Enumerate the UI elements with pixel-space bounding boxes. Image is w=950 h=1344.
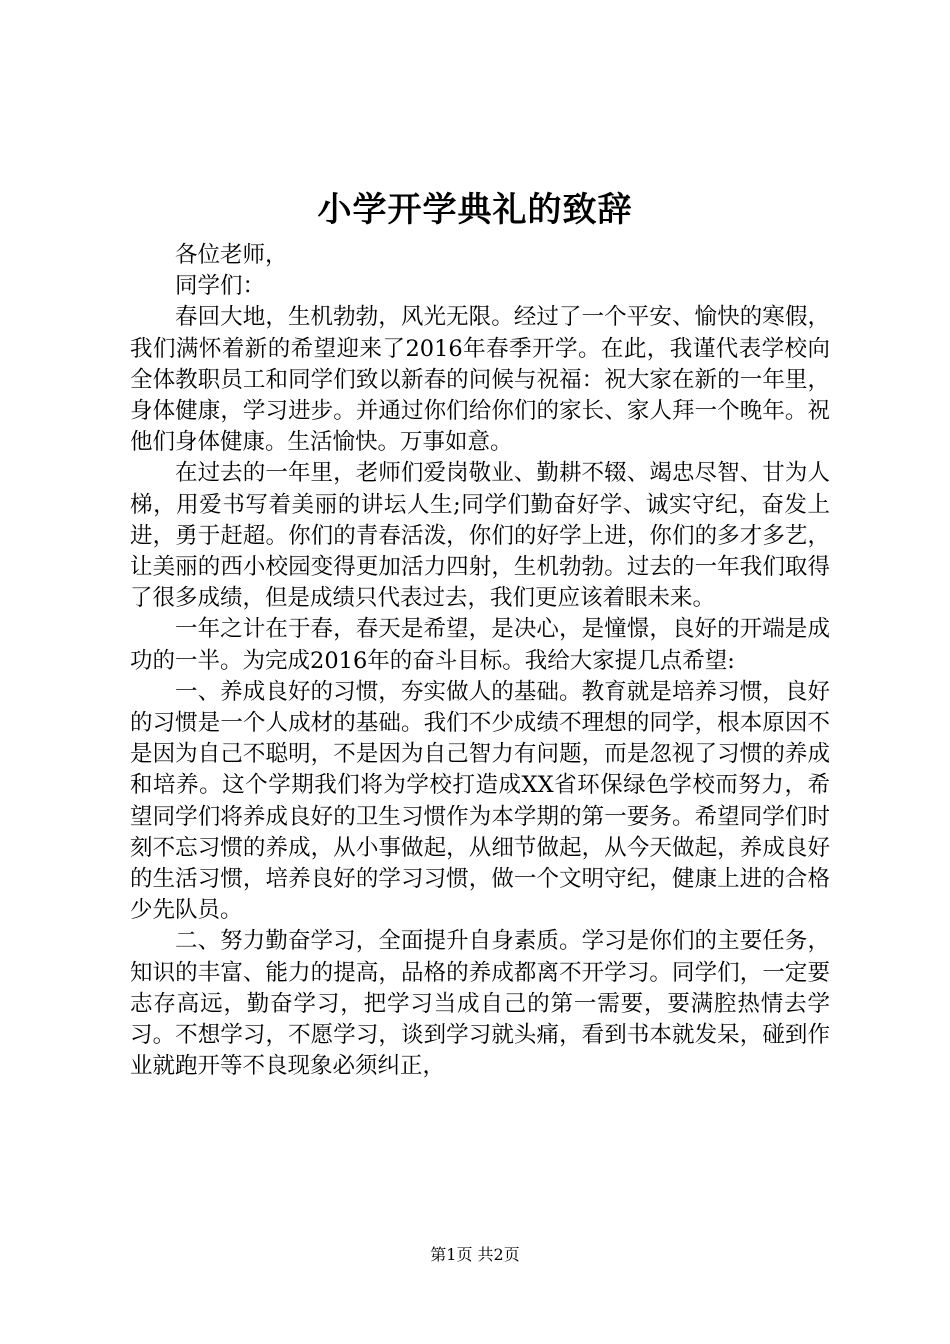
paragraph-hopes-intro: 一年之计在于春，春天是希望，是决心，是憧憬，良好的开端是成功的一半。为完成2016年的奋斗目标。我给大家提几点希望: xyxy=(130,616,830,674)
paragraph-greeting: 春回大地，生机勃勃，风光无限。经过了一个平安、愉快的寒假，我们满怀着新的希望迎来了2016年春季开学。在此，我谨代表学校向全体教职员工和同学们致以新春的问候与祝福：祝大家在新的一年里，身体健康，学习进步。并通过你们给你们的家长、家人拜一个晚年。祝他们身体健康。生活愉快。万事如意。 xyxy=(130,304,830,456)
paragraph-hope-study: 二、努力勤奋学习，全面提升自身素质。学习是你们的主要任务，知识的丰富、能力的提高，品格的养成都离不开学习。同学们，一定要志存高远，勤奋学习，把学习当成自己的第一需要，要满腔热情去学习。不想学习，不愿学习，谈到学习就头痛，看到书本就发呆，碰到作业就跑开等不良现象必须纠正， xyxy=(130,928,830,1080)
document-body xyxy=(130,240,830,1082)
page-footer: 第1页 共2页 xyxy=(430,1245,520,1264)
salutation-teachers: 各位老师， xyxy=(175,242,288,268)
paragraph-hope-habits: 一、养成良好的习惯，夯实做人的基础。教育就是培养习惯，良好的习惯是一个人成材的基础。我们不少成绩不理想的同学，根本原因不是因为自己不聪明，不是因为自己智力有问题，而是忽视了习惯的养成和培养。这个学期我们将为学校打造成XX省环保绿色学校而努力，希望同学们将养成良好的卫生习惯作为本学期的第一要务。希望同学们时刻不忘习惯的养成，从小事做起，从细节做起，从今天做起，养成良好的生活习惯，培养良好的学习习惯，做一个文明守纪，健康上进的合格少先队员。 xyxy=(130,678,830,924)
salutation-students: 同学们： xyxy=(175,273,266,300)
paragraph-past-year: 在过去的一年里，老师们爱岗敬业、勤耕不辍、竭忠尽智、甘为人梯，用爱书写着美丽的讲坛人生;同学们勤奋好学、诚实守纪，奋发上进，勇于赶超。你们的青春活泼，你们的好学上进，你们的多才多艺，让美丽的西小校园变得更加活力四射，生机勃勃。过去的一年我们取得了很多成绩，但是成绩只代表过去，我们更应该着眼未来。 xyxy=(130,460,830,612)
document-title: 小学开学典礼的致辞 xyxy=(317,190,633,230)
